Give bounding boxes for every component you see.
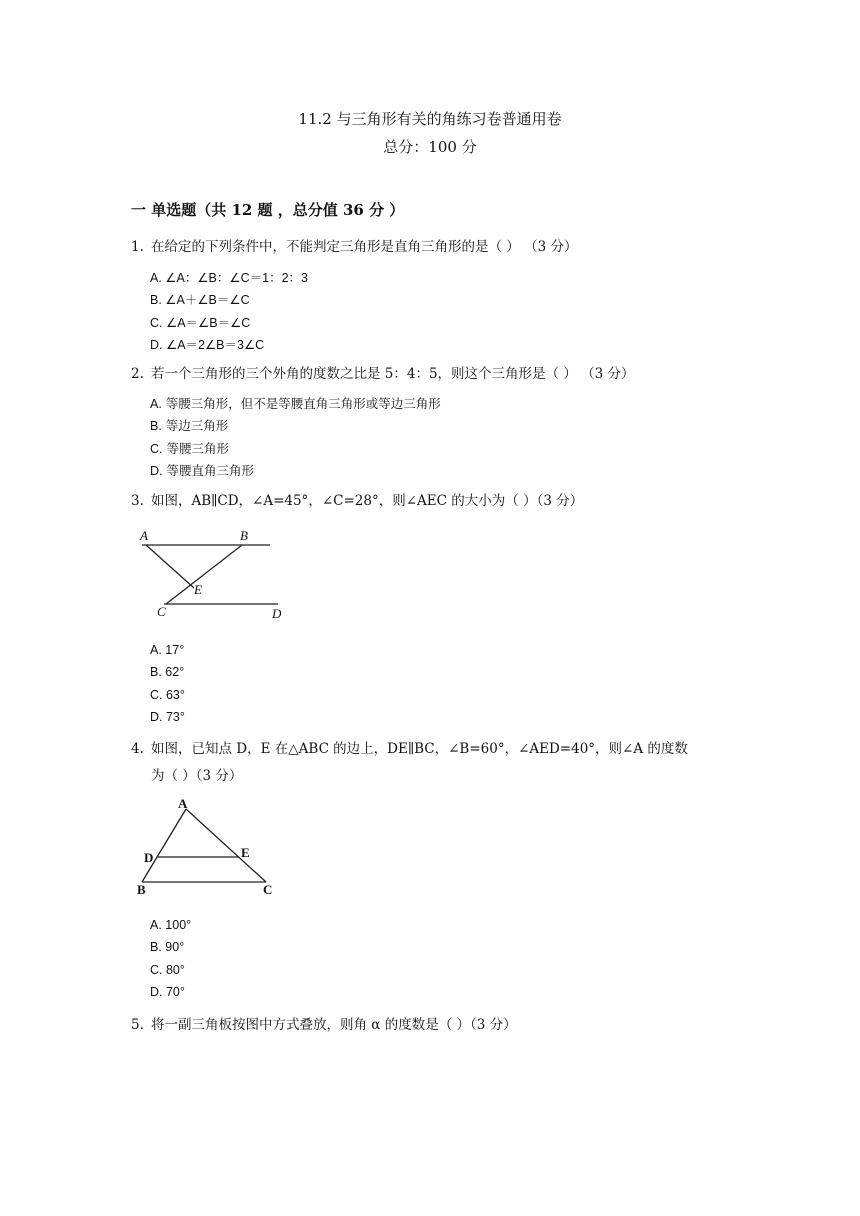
option-c [150, 313, 250, 331]
option-text: 90° [165, 940, 185, 954]
option-text: 70° [165, 985, 185, 999]
option-b [150, 665, 184, 679]
option-label: C. [150, 316, 163, 330]
option-label: D. [150, 985, 163, 999]
side-ab [142, 809, 186, 882]
option-text: ∠A：∠B：∠C＝1：2：3 [165, 271, 308, 285]
point-label-a: A [140, 528, 148, 543]
option-a [150, 918, 191, 932]
segment-bc [166, 545, 242, 604]
question-1 [131, 235, 577, 255]
point-label-a: A [178, 796, 188, 811]
option-a [150, 268, 308, 286]
question-text: 将一副三角板按图中方式叠放，则角 α 的度数是（ ）（3 分） [151, 1017, 517, 1033]
option-text: 62° [165, 665, 185, 679]
option-label: B. [150, 940, 162, 954]
option-b [150, 290, 250, 308]
question-number: 3. [131, 493, 144, 509]
option-label: A. [150, 271, 162, 285]
question-text: 在给定的下列条件中，不能判定三角形是直角三角形的是（ ） （3 分） [151, 239, 578, 255]
point-label-e: E [194, 582, 202, 597]
option-label: C. [150, 963, 163, 977]
question-4-continuation: 为（ ）（3 分） [151, 768, 243, 784]
triangle-figure [130, 794, 290, 900]
option-text: 等腰三角形，但不是等腰直角三角形或等边三角形 [165, 396, 441, 411]
option-label: D. [150, 464, 163, 478]
option-text: 等腰直角三角形 [166, 463, 254, 478]
point-label-d: D [272, 606, 282, 621]
option-label: B. [150, 665, 162, 679]
question-number: 2. [131, 366, 144, 382]
point-label-b: B [137, 882, 146, 897]
option-a [150, 643, 184, 657]
option-c [150, 688, 185, 702]
question-text: 如图，已知点 D，E 在△ABC 的边上，DE∥BC，∠B=60°，∠AED=40°，则∠A 的度数 [151, 741, 688, 757]
option-label: D. [150, 710, 163, 724]
total-score: 总分：100 分 [383, 138, 477, 156]
option-text: ∠A＝∠B＝∠C [165, 316, 251, 330]
option-c [150, 439, 229, 457]
option-d [150, 985, 185, 999]
option-label: C. [150, 442, 163, 456]
option-text: 73° [165, 710, 185, 724]
option-label: B. [150, 293, 162, 307]
option-a [150, 394, 441, 412]
document-title: 11.2 与三角形有关的角练习卷普通用卷 [298, 110, 562, 128]
option-text: 等边三角形 [165, 418, 229, 433]
segment-ae [146, 545, 194, 588]
option-d [150, 461, 254, 479]
option-text: ∠A＝2∠B＝3∠C [165, 338, 265, 352]
question-number: 1. [131, 239, 144, 255]
option-d [150, 335, 264, 353]
question-text: 若一个三角形的三个外角的度数之比是 5：4：5，则这个三角形是（ ） （3 分） [151, 366, 635, 382]
question-4 [131, 737, 688, 757]
option-label: C. [150, 688, 163, 702]
question-2 [131, 362, 635, 382]
question-number: 5. [131, 1017, 144, 1033]
option-text: 100° [165, 918, 192, 932]
point-label-c: C [157, 604, 166, 619]
parallel-lines-figure [130, 522, 300, 626]
option-label: A. [150, 643, 162, 657]
point-label-c: C [263, 882, 273, 897]
section-heading: 一 单选题（共 12 题 ，总分值 36 分 ） [131, 201, 405, 219]
question-number: 4. [131, 741, 144, 757]
option-text: 80° [165, 963, 185, 977]
question-3 [131, 489, 583, 509]
option-d [150, 710, 185, 724]
point-label-d: D [144, 850, 154, 865]
point-label-e: E [241, 845, 250, 860]
option-b [150, 416, 228, 434]
option-label: A. [150, 918, 162, 932]
option-c [150, 963, 185, 977]
question-5 [131, 1013, 517, 1033]
option-text: 等腰三角形 [166, 441, 229, 456]
option-label: D. [150, 338, 163, 352]
side-ac [186, 809, 266, 882]
option-b [150, 940, 184, 954]
option-text: ∠A＋∠B＝∠C [165, 293, 250, 307]
option-label: A. [150, 397, 162, 411]
point-label-b: B [240, 528, 248, 543]
option-text: 63° [165, 688, 185, 702]
option-label: B. [150, 419, 162, 433]
question-text: 如图，AB∥CD，∠A=45°，∠C=28°，则∠AEC 的大小为（ ）（3 分） [151, 493, 584, 509]
option-text: 17° [165, 643, 185, 657]
